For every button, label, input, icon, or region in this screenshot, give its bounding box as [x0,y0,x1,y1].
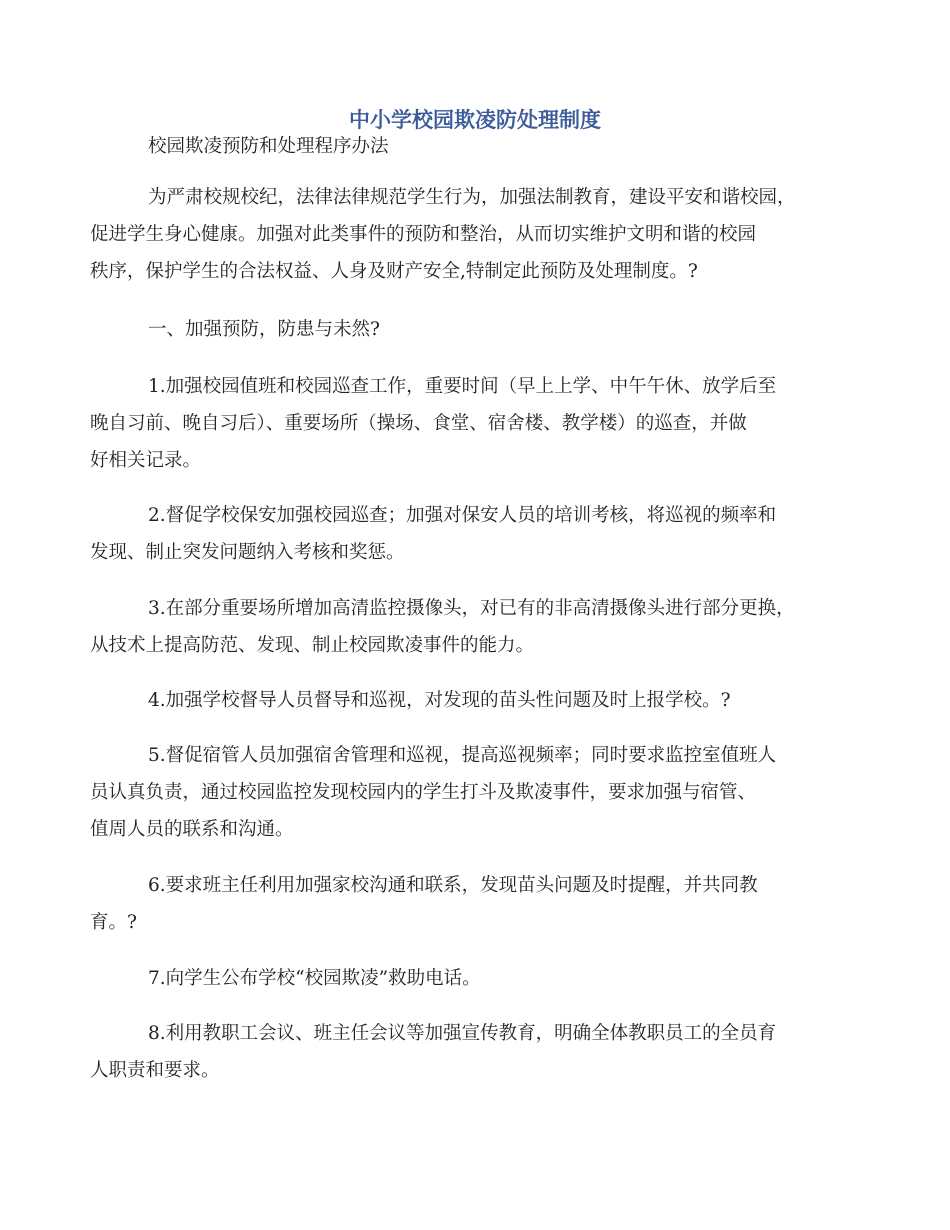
paragraph-line: 从技术上提高防范、发现、制止校园欺凌事件的能力。 [90,635,535,656]
paragraph-line: 8.利用教职工会议、班主任会议等加强宣传教育，明确全体教职员工的全员育 [148,1023,777,1044]
paragraph-line: 人职责和要求。 [90,1060,220,1081]
paragraph-line: 6.要求班主任利用加强家校沟通和联系，发现苗头问题及时提醒，并共同教 [148,875,758,896]
intro-paragraph [90,179,880,290]
paragraph-line: 发现、制止突发问题纳入考核和奖惩。 [90,542,405,563]
paragraph-line: 晚自习前、晚自习后）、重要场所（操场、食堂、宿舍楼、教学楼）的巡查，并做 [90,413,747,434]
list-item-1 [90,368,880,479]
paragraph-line: 3.在部分重要场所增加高清监控摄像头，对已有的非高清摄像头进行部分更换， [148,598,795,619]
list-item-6 [90,867,880,941]
paragraph-line: 1.加强校园值班和校园巡查工作，重要时间（早上上学、中午午休、放学后至 [148,376,777,397]
list-item-2 [90,497,880,571]
list-item-5 [90,737,880,848]
paragraph-line: 值周人员的联系和沟通。 [90,819,294,840]
list-item-3 [90,590,880,664]
section-heading: 一、加强预防，防患与未然? [148,319,380,340]
section-heading-paragraph [90,311,880,348]
paragraph-line: 为严肃校规校纪，法律法律规范学生行为，加强法制教育，建设平安和谐校园， [148,187,796,208]
list-item-7 [90,960,880,997]
document-subtitle: 校园欺凌预防和处理程序办法 [148,136,389,157]
list-item-8 [90,1015,880,1089]
paragraph-line: 员认真负责，通过校园监控发现校园内的学生打斗及欺凌事件，要求加强与宿管、 [90,782,757,803]
paragraph-line: 秩序，保护学生的合法权益、人身及财产安全,特制定此预防及处理制度。? [90,261,698,282]
paragraph-line: 育。? [90,912,137,933]
document-title: 中小学校园欺凌防处理制度 [349,107,601,132]
list-item-4 [90,682,880,719]
paragraph-line: 4.加强学校督导人员督导和巡视，对发现的苗头性问题及时上报学校。? [148,690,731,711]
paragraph-line: 5.督促宿管人员加强宿舍管理和巡视，提高巡视频率；同时要求监控室值班人 [148,745,777,766]
paragraph-line: 好相关记录。 [90,450,202,471]
paragraph-line: 2.督促学校保安加强校园巡查；加强对保安人员的培训考核，将巡视的频率和 [148,505,777,526]
paragraph-line: 促进学生身心健康。加强对此类事件的预防和整治，从而切实维护文明和谐的校园 [90,224,757,245]
paragraph-line: 7.向学生公布学校“校园欺凌”救助电话。 [148,968,481,989]
